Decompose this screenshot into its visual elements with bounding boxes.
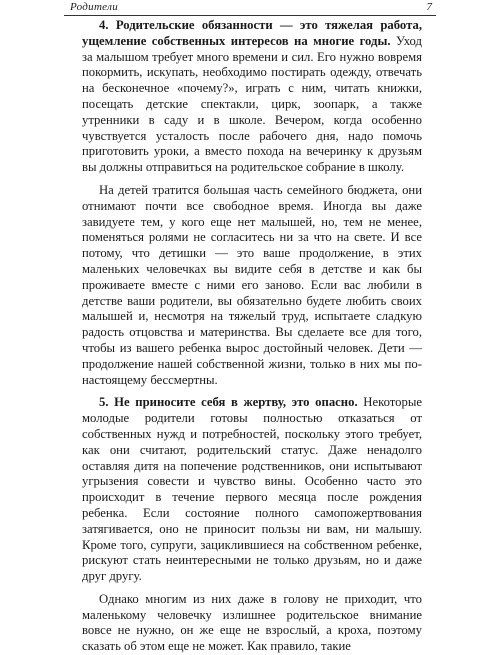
paragraph-heading: 4. Родительские обязанности — это тяжелая работа, ущемление собственных интересов на многие годы. <box>82 18 422 48</box>
running-header <box>64 2 436 16</box>
paragraph-attention <box>82 592 422 655</box>
running-header-title: Родители <box>70 1 118 13</box>
paragraph-budget <box>82 183 422 388</box>
paragraph-text: На детей тратится большая часть семейного бюджета, они отнимают почти все свободное время. Иногда вы даже завидуете тем, у кого еще нет малышей, но, тем не менее, поменяться ролями не согласитесь ни за что на свете. И все потому, что детишки — это ваше продолжение, в этих маленьких человечках вы видите себя в детстве и как бы проживаете вместе с ними его заново. Если вас любили в детстве ваши родители, вы обязательно будете любить своих малышей и, несмотря на тяжелый труд, испытаете сладкую радость отцовства и материнства. Вы сделаете все для того, чтобы из вашего ребенка вырос достойный человек. Дети — продолжение нашей собственной жизни, только в них мы по-настоящему бессмертны. <box>82 182 422 387</box>
paragraph-text: Однако многим из них даже в голову не приходит, что маленькому человечку излишнее родительское внимание вовсе не нужно, он же еще не взрослый, а кроха, поэтому сказать об этом еще не может. Как правило, такие <box>82 591 422 654</box>
page-number: 7 <box>426 1 432 13</box>
paragraph-duties <box>82 18 422 176</box>
paragraph-heading: 5. Не приносите себя в жертву, это опасно. <box>99 395 358 410</box>
paragraph-text: Некоторые молодые родители готовы полностью отказаться от собственных нужд и потребностей, поскольку этого требует, как они считают, родительский статус. Даже ненадолго оставляя дитя на попечение родственников, они испытывают угрызения совести и чувство вины. Особенно часто это происходит в течение первого месяца после рождения ребенка. Если состояние полного самопожертвования затягивается, оно не приносит пользы ни вам, ни малышу. Кроме того, супруги, зациклившиеся на собственном ребенке, рискуют стать неинтересными не только друзьям, но и даже друг другу. <box>82 395 422 584</box>
paragraph-text: Уход за малышом требует много времени и сил. Его нужно вовремя покормить, искупать, необходимо постирать одежду, отвечать на бесконечное «почему?», играть с ним, читать книжки, посещать детские спектакли, цирк, зоопарк, а также утренники в саду и в школе. Вечером, когда особенно чувствуется усталость после рабочего дня, надо помочь приготовить уроки, а вместо похода на вечеринку к друзьям вы должны отправиться на родительское собрание в школу. <box>82 33 422 175</box>
paragraph-sacrifice <box>82 395 422 585</box>
body-text <box>82 18 422 655</box>
